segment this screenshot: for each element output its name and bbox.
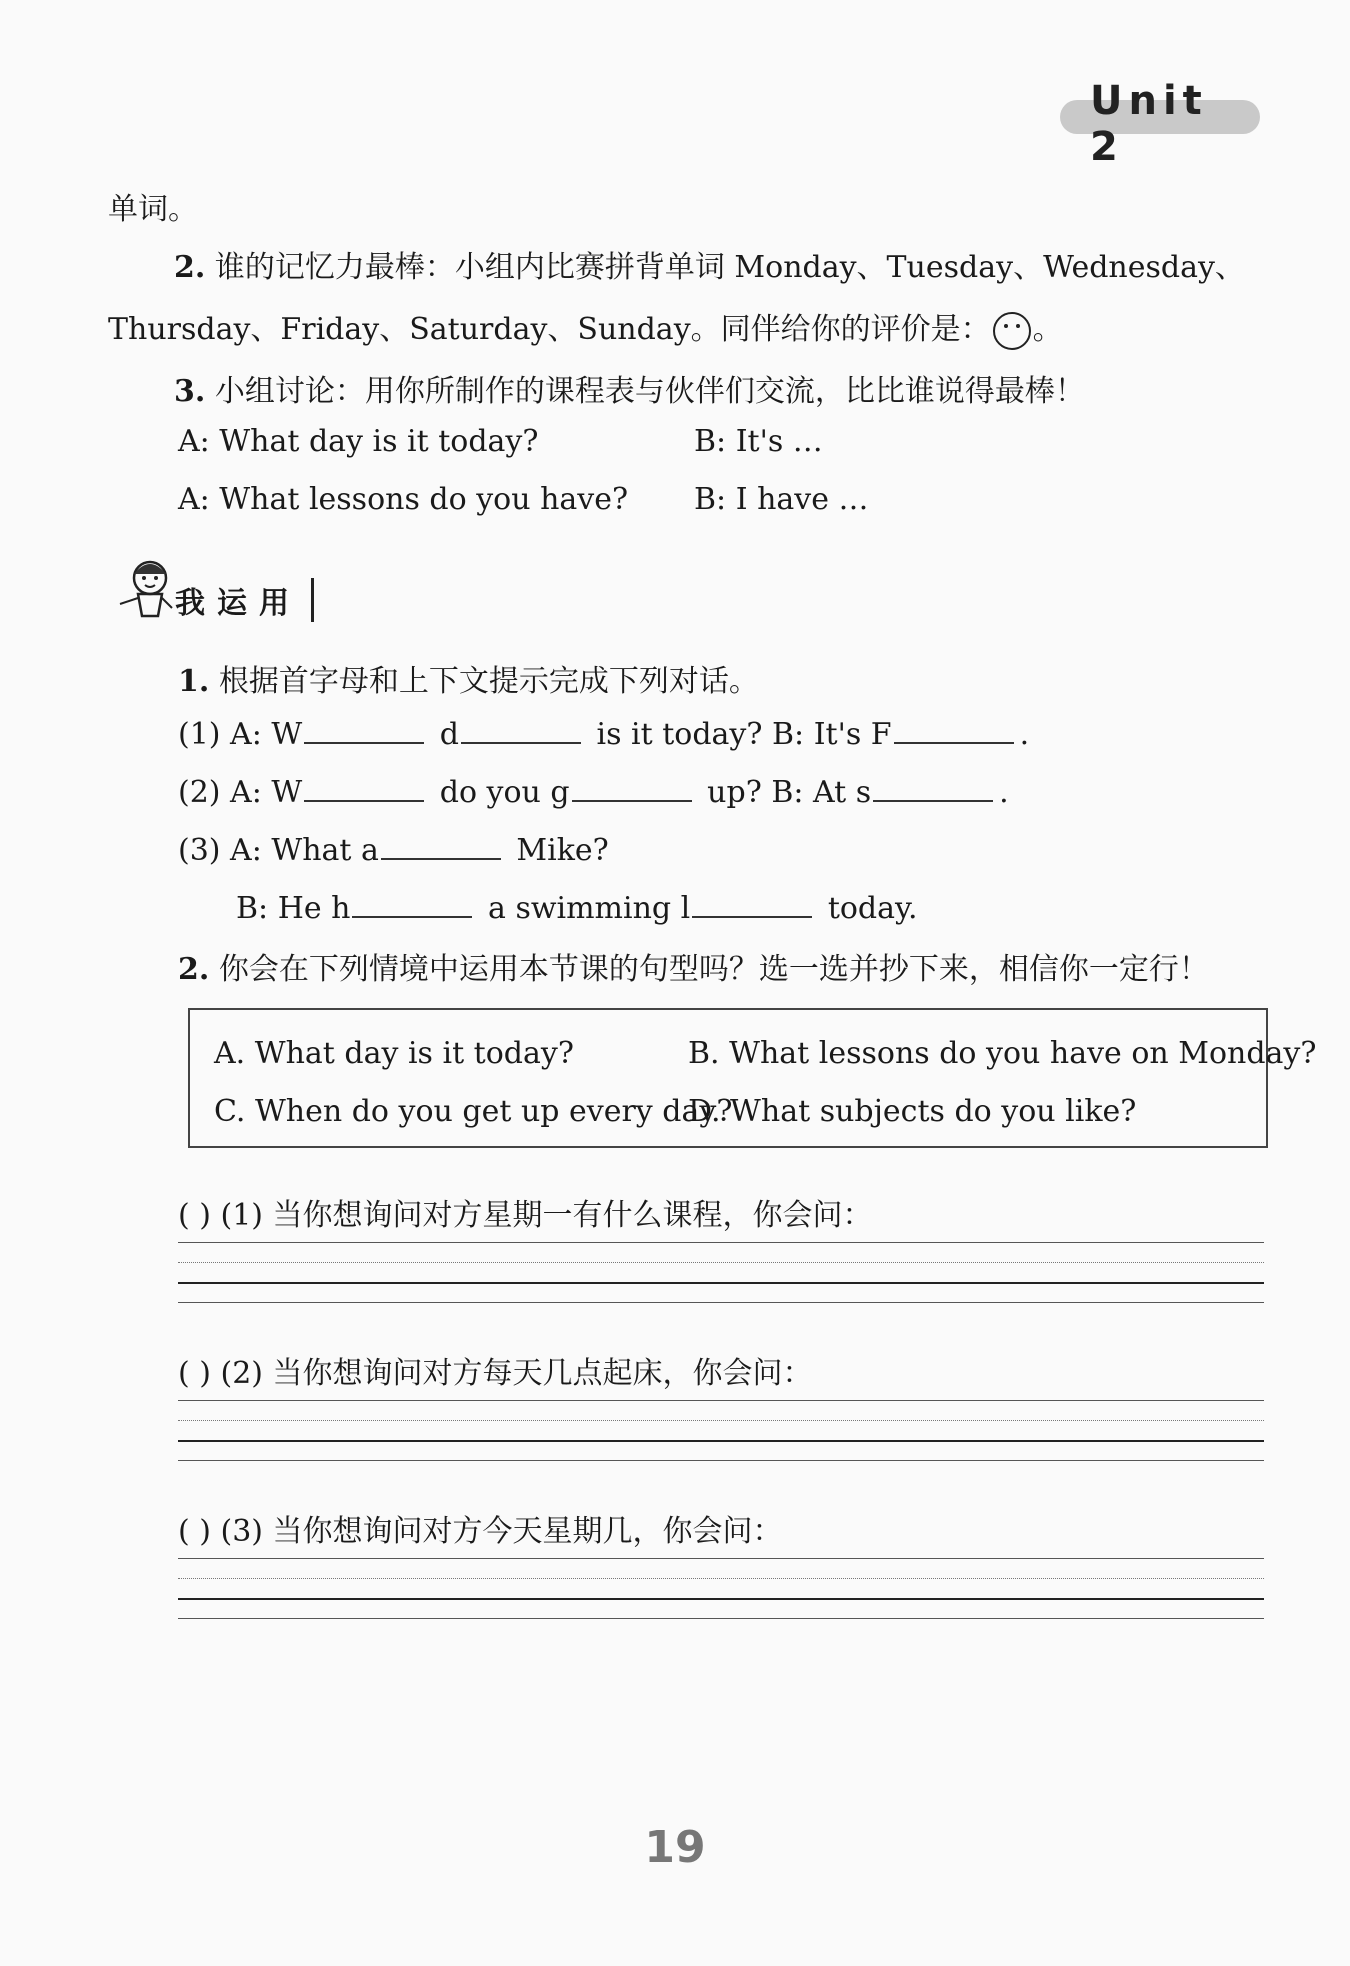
exercise2-number: 2. [178,952,210,987]
item3-text: 小组讨论：用你所制作的课程表与伙伴们交流，比比谁说得最棒！ [214,374,1085,409]
exercise2-q3 [178,1506,783,1550]
dialog-b2: B: I have … [694,482,869,517]
item2-text-line2: Thursday、Friday、Saturday、Sunday。同伴给你的评价是： [108,312,991,347]
q3-answer-paren[interactable]: ( ) [178,1514,211,1549]
q2-prompt: (2) 当你想询问对方每天几点起床，你会问： [220,1356,813,1391]
exercise1-instruction-line [178,656,759,700]
q1-part2: d [439,717,459,752]
option-d: D. What subjects do you like? [688,1094,1137,1129]
dialog-a1: A: What day is it today? [178,424,539,459]
unit-header [1060,72,1260,170]
q2-blank-3[interactable] [873,772,993,802]
exercise2-q2 [178,1348,813,1392]
page-number: 19 [644,1822,706,1873]
q3-part5: today. [827,891,918,926]
q3-blank-1[interactable] [381,830,501,860]
q3-blank-2[interactable] [352,888,472,918]
q1-blank-3[interactable] [894,714,1014,744]
q3-prompt: (3) 当你想询问对方今天星期几，你会问： [220,1514,783,1549]
exercise2-instruction-line [178,944,1209,988]
section-title: 我运用 [175,578,314,622]
q3-part3: B: He h [236,891,351,926]
item2-period: 。 [1032,312,1063,347]
exercise1-instruction: 根据首字母和上下文提示完成下列对话。 [218,664,759,699]
item2-text-line1: 谁的记忆力最棒：小组内比赛拼背单词 Monday、Tuesday、Wednesday、 [214,250,1245,285]
q3-part2: Mike? [516,833,609,868]
exercise1-number: 1. [178,664,210,699]
exercise1-q3-a [178,830,609,868]
item2-line1 [174,242,1245,286]
q1-answer-paren[interactable]: ( ) [178,1198,211,1233]
q1-part3: is it today? B: It's F [596,717,892,752]
options-box [188,1008,1317,1148]
item2-line2 [108,304,1063,350]
unit-title: Unit 2 [1090,78,1208,170]
q2-part1: A: W [230,775,303,810]
q1-blank-1[interactable] [304,714,424,744]
intro-continuation: 单词。 [108,192,198,227]
exercise1-q2 [178,772,1009,810]
q2-blank-1[interactable] [304,772,424,802]
exercise1-q1 [178,714,1029,752]
item3-line [174,366,1085,410]
q3-blank-3[interactable] [692,888,812,918]
option-c: C. When do you get up every day? [214,1094,733,1129]
q2-part3: up? B: At s [707,775,872,810]
q2-part2: do you g [439,775,570,810]
q2-answer-paren[interactable]: ( ) [178,1356,211,1391]
q3-part1: A: What a [230,833,379,868]
q3-label: (3) [178,833,221,868]
dialog-a2: A: What lessons do you have? [178,482,629,517]
option-b: B. What lessons do you have on Monday? [688,1036,1317,1071]
q3-part4: a swimming l [488,891,691,926]
option-a: A. What day is it today? [214,1036,574,1071]
dialog-b1: B: It's … [694,424,823,459]
exercise2-q1 [178,1190,873,1234]
q1-part4: . [1019,717,1030,752]
q2-label: (2) [178,775,221,810]
smiley-face-icon [993,312,1031,350]
q1-prompt: (1) 当你想询问对方星期一有什么课程，你会问： [220,1198,873,1233]
q2-blank-2[interactable] [572,772,692,802]
q1-blank-2[interactable] [461,714,581,744]
exercise1-q3-b [236,888,918,926]
item2-number: 2. [174,250,206,285]
q1-part1: A: W [230,717,303,752]
q2-part4: . [999,775,1009,810]
q1-label: (1) [178,717,221,752]
item3-number: 3. [174,374,206,409]
exercise2-instruction: 你会在下列情境中运用本节课的句型吗？选一选并抄下来，相信你一定行！ [218,952,1209,987]
